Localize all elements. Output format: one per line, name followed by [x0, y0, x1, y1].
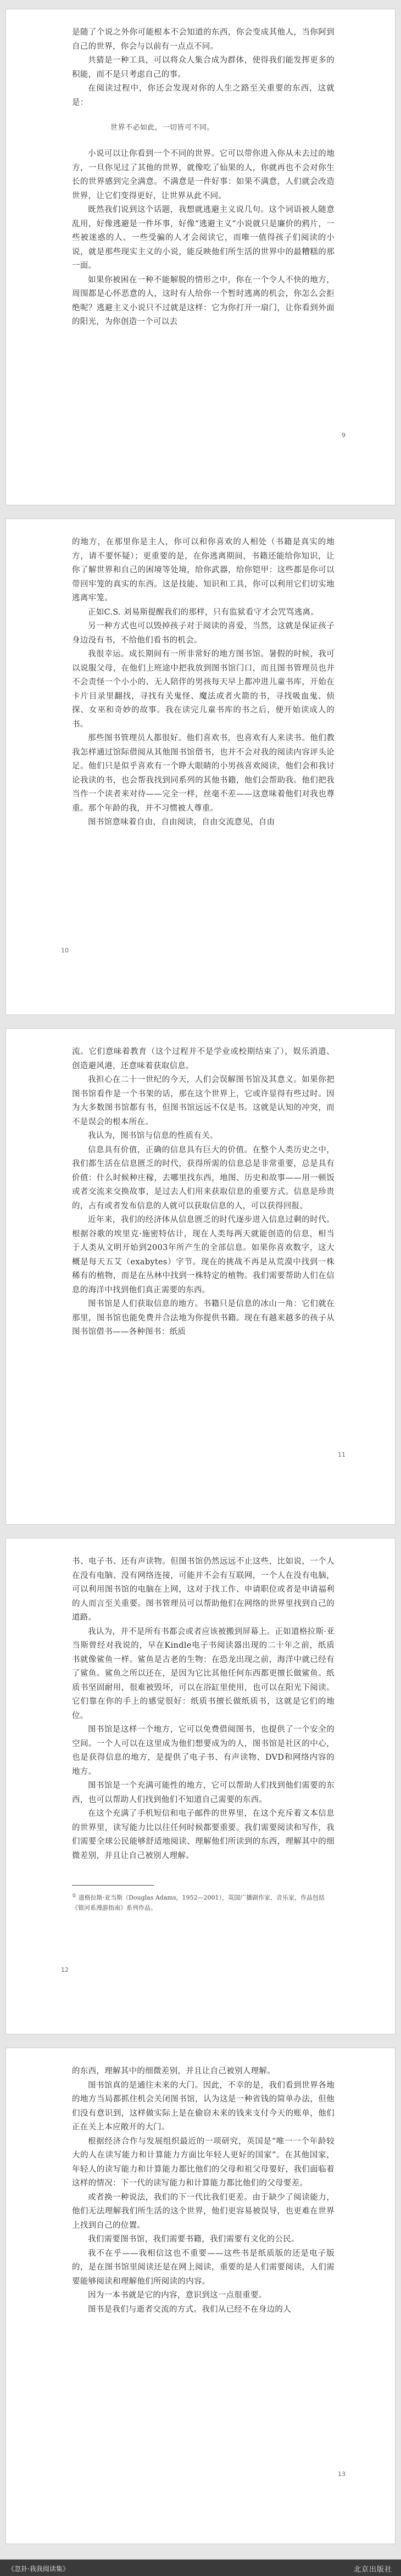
paragraph: 图书馆意味着自由，自由阅读，自由交流意见，自由 [88, 818, 275, 827]
paragraph: 根据经济合作与发展组织最近的一项研究，英国是“唯一一个年龄较大的人在读写能力和计算能力方面比年轻人更好的国家”。在其他国家，年轻人的读写能力和计算能力都比他们的父母和祖父母要好，我们面临着这样的情况：下一代的读写能力和计算能力都比他们的父母要差。 [72, 2137, 335, 2188]
footnote-divider [72, 1885, 154, 1886]
paragraph: 或者换一种说法，我们的下一代比我们更差。由于缺少了阅读能力，他们无法理解我们所生活的这个世界，他们更容易被误导，也更难在世界上找到自己的位置。 [72, 2193, 335, 2230]
paragraph: 信息具有价值，正确的信息具有巨大的价值。在整个人类历史之中，我们都生活在信息匮乏的时代，获得所需的信息总是非常重要，总是具有价值：什么时候种庄稼，去哪里找东西，地图、历史和故事——用一顿饭或者交流来交换故事，是过去人们用来获取信息的重要方式。信息是珍贵的，占有或者发布信息的人就可以获取信息的人，可以获得回报。 [72, 1145, 335, 1211]
footnote [72, 1891, 335, 1913]
paragraph: 在阅读过程中，你还会发现对你的人生之路至关重要的东西，这就是： [72, 84, 335, 107]
paragraph: 另一种方式也可以毁掉孩子对于阅读的喜爱，当然，这就是保证孩子身边没有书，不给他们看书的机会。 [72, 622, 335, 645]
paragraph: 如果你被困在一种不能解脱的情形之中，你在一个令人不快的地方，周围都是心怀恶意的人，这时有人给你一个暂时逃离的机会，你怎么会拒绝呢？逃避主义小说只不过就是这样：它为你打开一扇门，让你看到外面的阳光，为你创造一个可以去 [72, 275, 335, 326]
paragraph: 图书馆真的是通往未来的大门。因此，不幸的是，我们看到世界各地的地方当局都抓住机会关闭图书馆，认为这是一种省钱的简单办法，但他们没有意识到，这样做实际上是在偷窃未来的钱来支付今天的账单，他们正在关上本应敞开的大门。 [72, 2081, 335, 2132]
paragraph: 的东西，理解其中的细微差别，并且让自己被别人理解。 [72, 2067, 275, 2076]
publisher-logo: 北京出版社 [353, 2566, 392, 2574]
paragraph: 是随了个说之外你可能根本不会知道的东西，你会变成其他人，当你阿到自己的世界，你会与以前有一点点不同。 [72, 28, 335, 51]
page-number: 10 [61, 947, 69, 954]
paragraph: 因为一本书就是它的内容，意识到这一点很重要。 [88, 2291, 267, 2300]
paragraph: 我不在乎——我相信这也不重要——这些书是纸质版的还是电子版的，是在图书馆里阅读还是在网上阅读，重要的是人们需要阅读，人们需要能够阅读和理解他们所阅读的内容。 [72, 2249, 335, 2286]
paragraph: 流。它们意味着教育（这个过程并不是学业或校期结束了），娱乐消遣、创造避风港，还意味着获取信息。 [72, 1047, 335, 1070]
book-page-9 [5, 9, 396, 505]
page-13-text [72, 2065, 335, 2317]
paragraph: 图书是我们与逝者交流的方式。我们从已经不在身边的人 [88, 2305, 291, 2314]
footnote-text: 道格拉斯·亚当斯（Douglas Adams，1952—2001），英国广播剧作家、音乐家，作品包括《银河系漫游指南》系列作品。 [72, 1894, 325, 1911]
book-page-10 [5, 518, 396, 1015]
block-quote: 世界不必如此，一切皆可不同。 [110, 124, 215, 132]
book-page-11 [5, 1028, 396, 1525]
paragraph: 小说可以让你看到一个不同的世界。它可以带你进入你从未去过的地方，一旦你见过了其他的世界，就像吃了仙果的人，你就再也不会对你生长的世界感到完全满意。不满意是一件好事：如果不满意，人们就会改造世界，让它们变得更好，让世界从此不同。 [72, 149, 335, 200]
paragraph: 的地方，在那里你是主人，你可以和你喜欢的人相处（书籍是真实的地方，请不要怀疑）；更重要的是，在你逃离期间，书籍还能给你知识，让你了解世界和自己的困境等处境，给你武器，给你铠甲：这些都是你可以带回牢笼的真实的东西。这是技能、知识和工具，你可以利用它们切实地逃离牢笼。 [72, 538, 335, 603]
paragraph: 既然我们说到这个话题，我想就逃避主义说几句。这个词语被人随意乱用，好像逃避是一件坏事，好像“逃避主义”小说就只是廉价的鸦片，一些被迷惑的人、一些受骗的人才会阅读它，而唯一值得孩子们阅读的小说，就是那些现实主义的小说，能反映他们所生活的世界中的最糟糕的那一面。 [72, 205, 335, 270]
reader-footer-bar [0, 2560, 401, 2576]
page-number: 13 [338, 2471, 346, 2478]
book-title: 《忽卦·我我阅读集》 [8, 2565, 69, 2573]
paragraph: 图书馆是一个充满可能性的地方，它可以帮助人们找到他们需要的东西，也可以帮助人们找到他们不知道自己需要的东西。 [72, 1781, 335, 1804]
page-10-text [72, 536, 335, 830]
paragraph: 我认为，并不是所有书都会或者应该被搬到屏幕上。正如道格拉斯·亚当斯曾经对我说的，早在Kindle电子书阅读器出现的二十年之前，纸质书就像鲨鱼一样。鲨鱼是古老的生物：在恐龙出现之前，海洋中就已经有了鲨鱼。鲨鱼之所以还在，是因为它比其他任何东西都更擅长做鲨鱼。纸质书坚固耐用，很难被毁坏，可以在浴缸里使用，也可以在阳光下阅读。它们靠在你的手上的感觉很好：纸质书擅长做纸质书，这就是它们的地位。 [72, 1627, 335, 1720]
paragraph: 我们需要图书馆，我们需要书籍，我们需要有文化的公民。 [88, 2235, 299, 2244]
page-9-text [72, 26, 335, 330]
paragraph: 我很幸运。成长期间有一所非常好的地方图书馆。暑假的时候，我可以说服父母，在他们上班途中把我放到图书馆门口，而且图书管理员也并不会责怪一个小小的、无人陪伴的男孩每天早上都冲进儿童书库，开始在卡片目录里翻找，寻找有关鬼怪、魔法或者火箭的书，寻找吸血鬼、侦探、女巫和奇妙的故事。我在读完儿童书库的书之后，便开始读成人的书。 [72, 650, 335, 729]
paragraph: 图书馆是这样一个地方，它可以免费借阅图书，也提供了一个安全的空间。一个人可以在这里成为他们想要成为的人，图书馆是社区的中心，也是获得信息的地方，是提供了电子书、有声读物、DVD和网络内容的地方。 [72, 1725, 335, 1776]
paragraph: 我认为，图书馆与信息的性质有关。 [88, 1131, 218, 1140]
page-number: 12 [61, 1966, 69, 1973]
page-number: 11 [338, 1451, 346, 1458]
paragraph: 书、电子书、还有声读物。但图书馆仍然远远不止这些，比如说，一个人在没有电脑、没有网络连接，可能并不会有互联网，一个人在没有电脑，可以利用图书馆的电脑在上网，这对于找工作、申请职位或者是申请福利的人而言至关重要。图书管理员可以帮助他们在网络的世界里找到自己的道路。 [72, 1557, 335, 1622]
page-number: 9 [342, 432, 346, 439]
paragraph: 近年来，我们的经济体从信息匮乏的时代逐步进入信息过剩的时代。根据谷歌的埃里克·施密特估计，现在人类每两天就能创造的信息，相当于人类从文明开始到2003年所产生的全部信息。如果你喜欢数字，这大概是每天五艾（exabytes）字节。现在的挑战不再是从荒漠中找到一株稀有的植物，而是在丛林中找到一株特定的植物。我们需要帮助人们在信息的海洋中找到他们真正需要的东西。 [72, 1215, 335, 1295]
footnote-marker: ① [72, 1893, 77, 1899]
book-page-12 [5, 1538, 396, 2034]
paragraph: 正如C.S. 刘易斯提醒我们的那样，只有监狱看守才会咒骂逃离。 [88, 607, 319, 617]
page-12-text [72, 1555, 335, 1913]
page-11-text [72, 1045, 335, 1340]
paragraph: 那些图书管理员人都很好。他们喜欢书，也喜欢有人来读书。他们教我怎样通过馆际借阅从其他图书馆借书，也并不会对我的阅读内容评头论足。他们只是似乎喜欢有一个睁大眼睛的小男孩喜欢阅读，他们会和我讨论我读的书，也会帮我找到同系列的其他书籍，他们会帮助我。他们把我当作一个读者来对待——完全一样，丝毫不差——这意味着他们对我也尊重。那个年龄的我，并不习惯被人尊重。 [72, 734, 335, 813]
paragraph: 在这个充满了手机短信和电子邮件的世界里，在这个充斥着文本信息的世界里，读写能力比以往任何时候都要重要。我们需要阅读和写作，我们需要全球公民能够舒适地阅读、理解他们所读到的东西，理解其中的细微差别，并且让自己被别人理解。 [72, 1809, 335, 1860]
paragraph: 图书馆是人们获取信息的地方。书籍只是信息的冰山一角：它们就在那里，图书馆也能免费并合法地为你提供书籍。现在有越来越多的孩子从图书馆借书——各种图书：纸质 [72, 1300, 335, 1336]
paragraph: 共猜是一种工具，可以将众人集合成为群体，使得我们能发挥更多的积能，而不是只考虑自己的事。 [72, 56, 335, 79]
book-page-13 [5, 2048, 396, 2544]
paragraph: 我担心在二十一世纪的今天，人们会误解图书馆及其意义。如果你把图书馆看作是一个书架的话，那在这个世界上，它或许显得有些过时。因为大多数图书馆都有书，但图书馆远远不仅是书。这就是认知的冲突，而不是误会的根本所在。 [72, 1075, 335, 1127]
